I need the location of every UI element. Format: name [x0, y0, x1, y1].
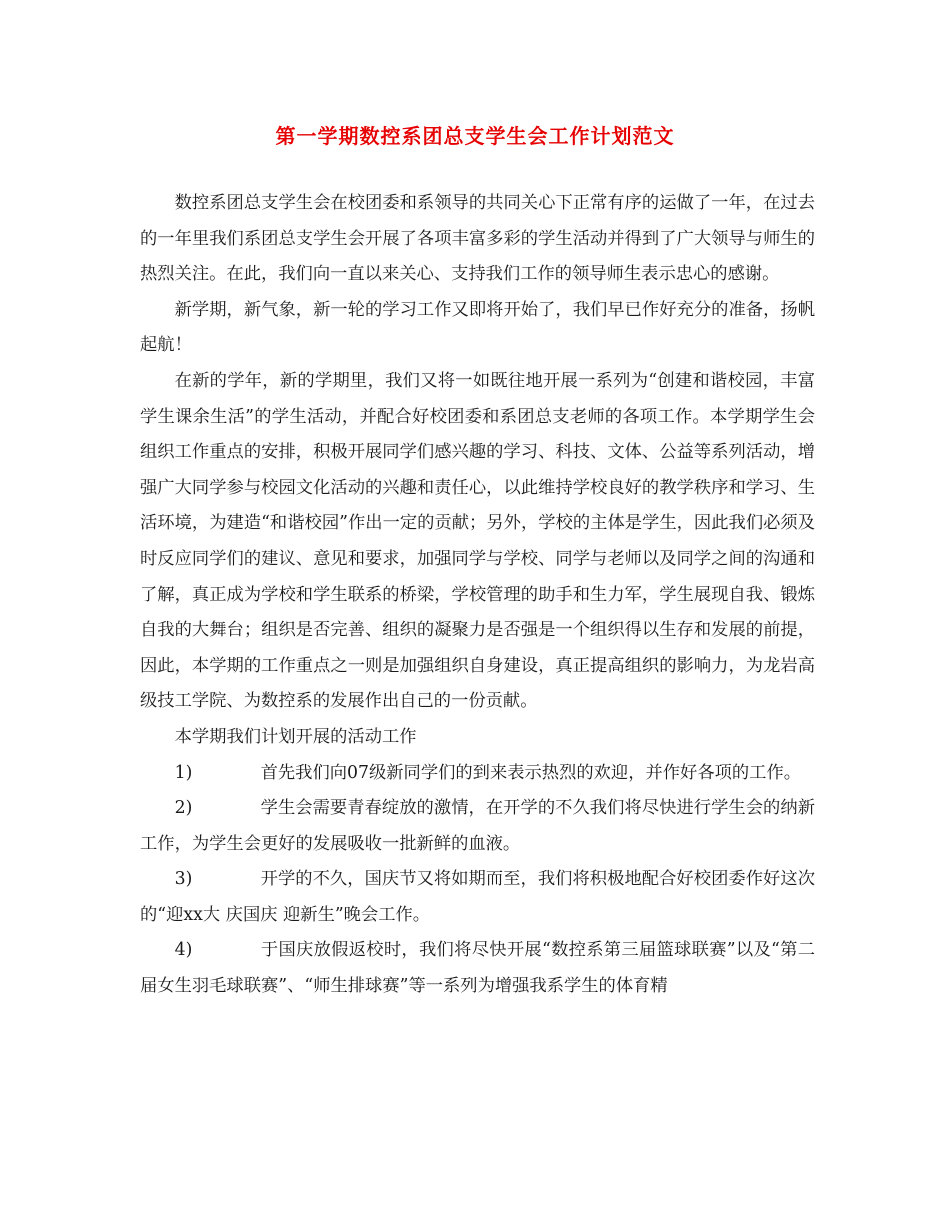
list-text: 于国庆放假返校时，我们将尽快开展“数控系第三届篮球联赛”以及“第二届女生羽毛球联赛”、“师生排球赛”等一系列为增强我系学生的体育精	[140, 940, 815, 997]
list-number: 1)	[174, 762, 193, 783]
paragraph-intro: 数控系团总支学生会在校团委和系领导的共同关心下正常有序的运做了一年，在过去的一年里我们系团总支学生会开展了各项丰富多彩的学生活动并得到了广大领导与师生的热烈关注。在此，我们向一直以来关心、支持我们工作的领导师生表示忠心的感谢。	[140, 193, 815, 285]
list-text: 开学的不久，国庆节又将如期而至，我们将积极地配合好校团委作好这次的“迎xx大 庆国庆 迎新生”晚会工作。	[140, 869, 815, 925]
paragraph-plan-heading: 本学期我们计划开展的活动工作	[174, 726, 417, 747]
paragraph-new-semester: 新学期，新气象，新一轮的学习工作又即将开始了，我们早已作好充分的准备，扬帆起航！	[140, 299, 815, 356]
paragraph-goals: 在新的学年，新的学期里，我们又将一如既往地开展一系列为“创建和谐校园，丰富学生课余生活”的学生活动，并配合好校团委和系团总支老师的各项工作。本学期学生会组织工作重点的安排，积极开展同学们感兴趣的学习、科技、文体、公益等系列活动，增强广大同学参与校园文化活动的兴趣和责任心，以此维持学校良好的教学秩序和学习、生活环境，为建造“和谐校园”作出一定的贡献；另外，学校的主体是学生，因此我们必须及时反应同学们的建议、意见和要求，加强同学与学校、同学与老师以及同学之间的沟通和了解，真正成为学校和学生联系的桥梁，学校管理的助手和生力军，学生展现自我、锻炼自我的大舞台；组织是否完善、组织的凝聚力是否强是一个组织得以生存和发展的前提，因此，本学期的工作重点之一则是加强组织自身建设，真正提高组织的影响力，为龙岩高级技工学院、为数控系的发展作出自己的一份贡献。	[140, 370, 815, 712]
list-number: 3)	[174, 869, 193, 890]
document-title: 第一学期数控系团总支学生会工作计划范文	[275, 124, 675, 148]
list-number: 2)	[174, 798, 193, 819]
list-item-4	[140, 933, 815, 1004]
list-text: 学生会需要青春绽放的激情，在开学的不久我们将尽快进行学生会的纳新工作，为学生会更好的发展吸收一批新鲜的血液。	[140, 798, 815, 854]
document-body	[140, 186, 815, 1005]
list-item-1	[140, 756, 815, 792]
list-text: 首先我们向07级新同学们的到来表示热烈的欢迎，并作好各项的工作。	[260, 762, 802, 783]
list-number: 4)	[174, 940, 193, 961]
list-item-3	[140, 862, 815, 933]
list-item-2	[140, 791, 815, 862]
